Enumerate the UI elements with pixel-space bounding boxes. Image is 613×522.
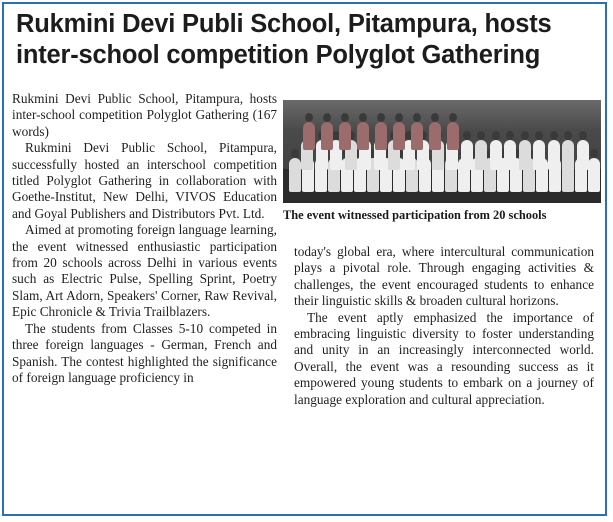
photo-person [447,122,459,150]
event-group-photo [283,100,601,203]
photo-person [289,158,301,192]
intro-paragraph: Rukmini Devi Public School, Pitampura, successfully hosted an interschool competition titled Polyglot Gathering in collaboration with Goethe-Institut, New Delhi, VIVOS Education and Goyal Publishers and Distributors Pvt. Ltd. [12,140,277,221]
photo-person [339,122,351,150]
photo-person [375,122,387,150]
photo-person [429,122,441,150]
photo-person [533,140,545,170]
photo-person [562,140,574,170]
photo-person [548,140,560,170]
conclusion-paragraph: The event aptly emphasized the importance of embracing linguistic diversity to foster understanding and unity in an increasingly interconnected world. Overall, the event was a resounding success as it empowered young students to embark on a journey of language exploration and cultural appreciation. [294,309,594,407]
newspaper-clipping [2,2,607,516]
photo-person [475,140,487,170]
left-column [12,91,277,386]
photo-caption: The event witnessed participation from 20 schools [283,208,547,222]
headline: Rukmini Devi Publi School, Pitampura, hosts inter-school competition Polyglot Gathering [16,10,552,69]
right-column [294,244,594,408]
photo-person [490,140,502,170]
photo-person [588,158,600,192]
photo-person [303,122,315,150]
photo-person [357,122,369,150]
photo-person [461,140,473,170]
languages-paragraph: The students from Classes 5-10 competed in three foreign languages - German, French and Spanish. The contest highlighted the significance of foreign language proficiency in [12,320,277,385]
summary-paragraph: Rukmini Devi Public School, Pitampura, hosts inter-school competition Polyglot Gathering (167 words) [12,91,277,139]
photo-person [504,140,516,170]
events-paragraph: Aimed at promoting foreign language learning, the event witnessed enthusiastic participation from 20 schools across Delhi in various events such as Electric Pulse, Spelling Sprint, Poetry Slam, Art Adorn, Speakers' Corner, Raw Revival, Epic Chronicle & Trivia Trailblazers. [12,222,277,320]
photo-person [411,122,423,150]
photo-person [577,140,589,170]
photo-person [321,122,333,150]
photo-person [393,122,405,150]
continuation-paragraph: today's global era, where intercultural communication plays a pivotal role. Through engaging activities & challenges, the event encouraged students to enhance their linguistic skills & broaden cultural horizons. [294,244,594,309]
photo-person [519,140,531,170]
